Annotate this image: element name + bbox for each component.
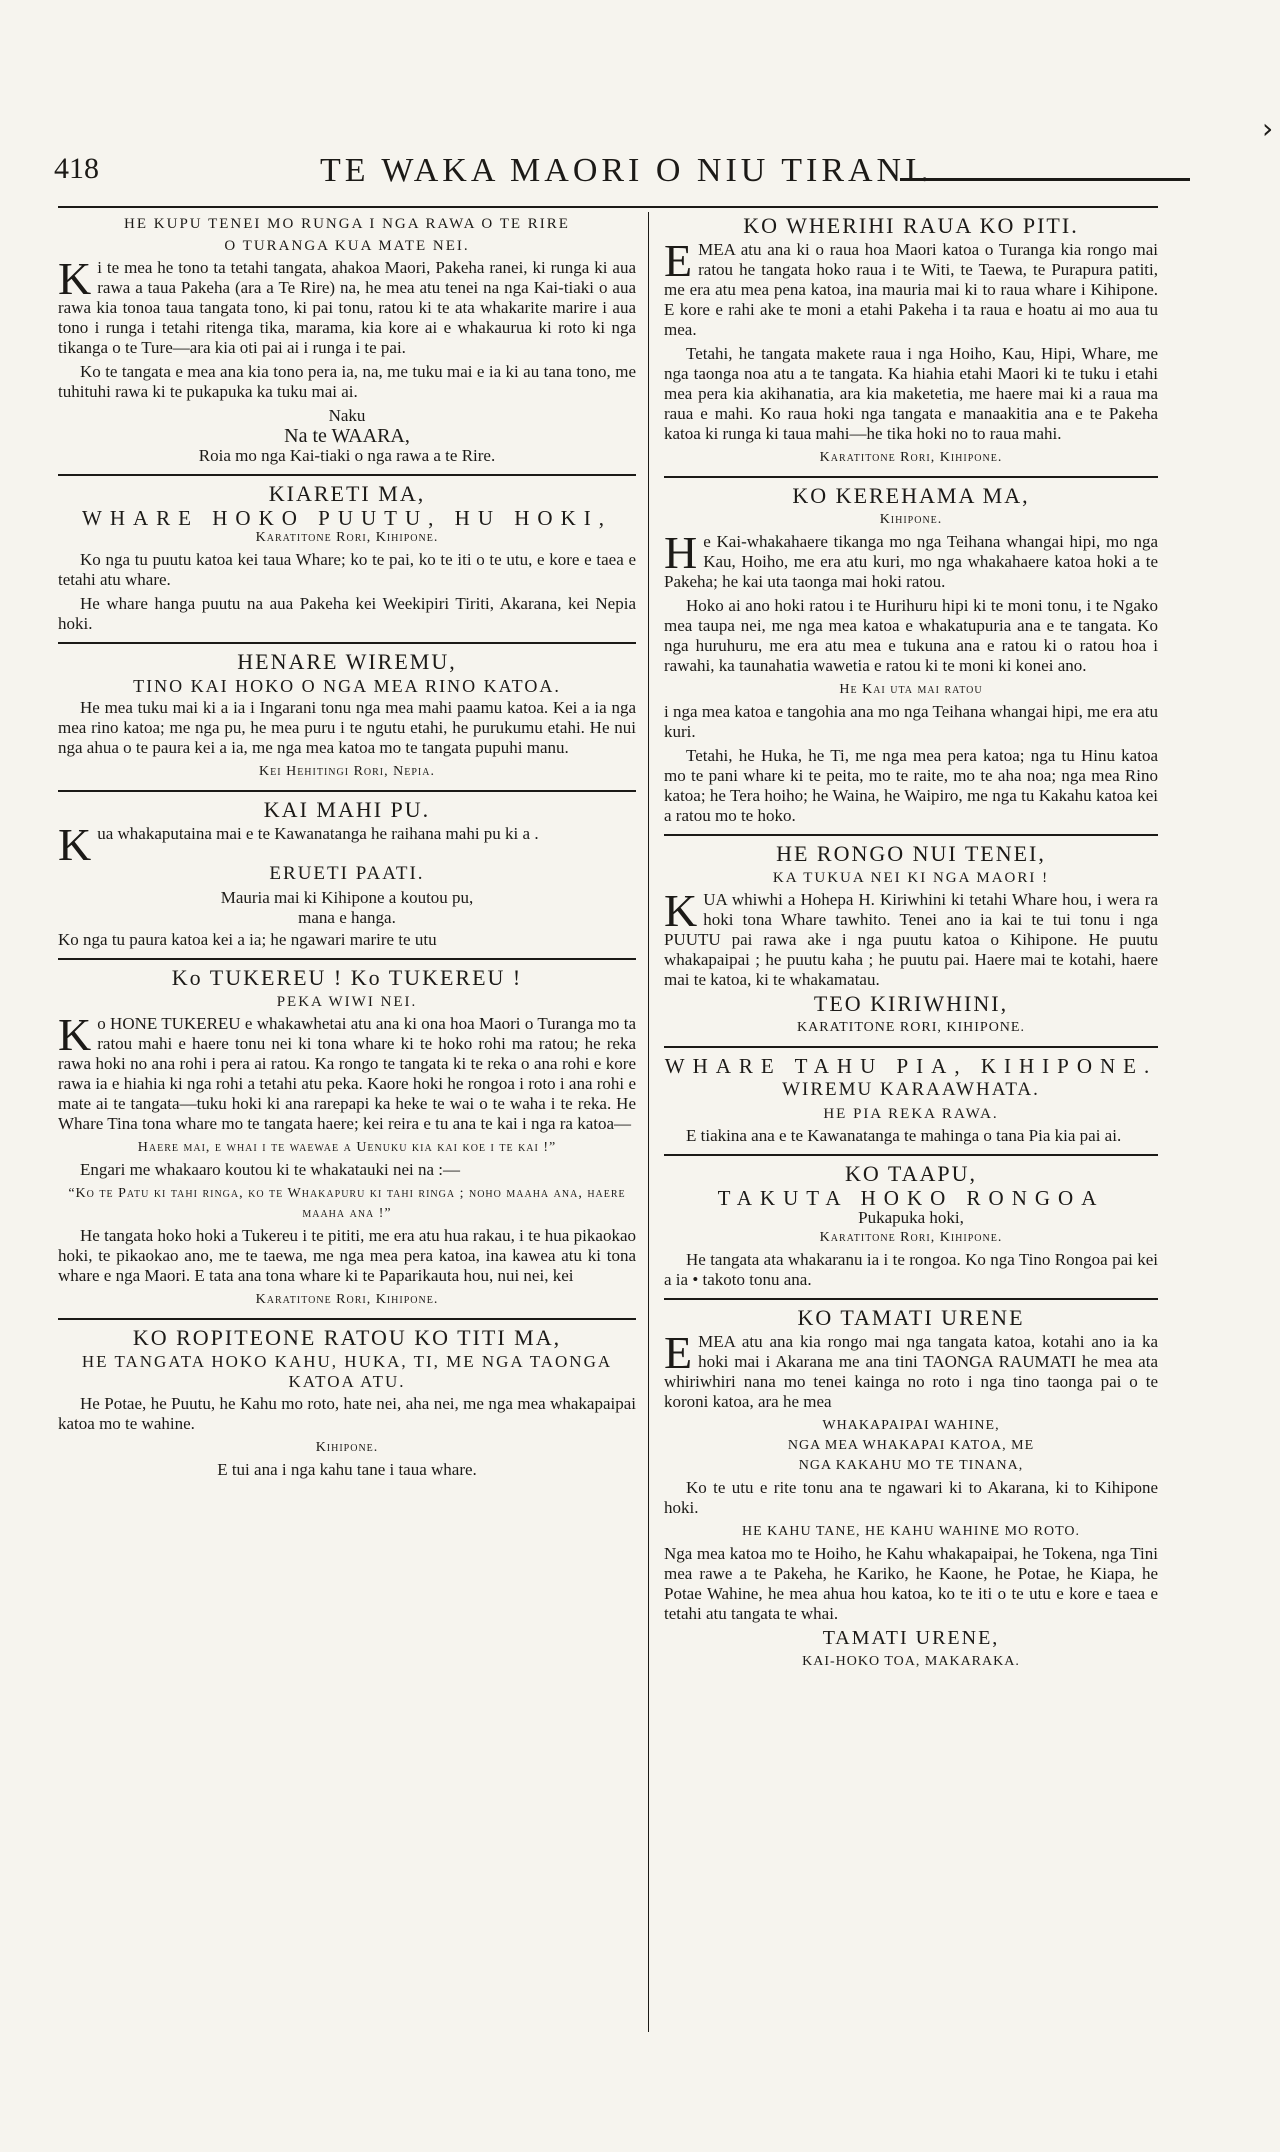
kiareti-body-2: He whare hanga puutu na aua Pakeha kei Weekipiri Tiriti, Akarana, kei Nepia hoki. (58, 594, 636, 633)
tukereu-body-1: Ko HONE TUKEREU e whakawhetai atu ana ki ona hoa Maori o Turanga mo ta ratou mahi e haere tonu nei ki tona whare ki te hoko rohi ma ratou; he reka rawa hoki no ana rohi i pera ai ratou. Ka rongo te tangata ki te reka o ana rohi e kore rawa ia e hiahia ki nga rohi a tetahi atu peka. Kaore hoki he rongoa i roto i ana rohi e mate ai te tangata—tuku hoki ki ana rarepapi ka heke te wai o te waha i te reka. He Whare Tina tona whare mo te tangata haere; kei reira e tu ana te kai i nga ra katoa— (58, 1009, 636, 1133)
ad-henare (58, 649, 636, 782)
tamati-head-4: HE KAHU TANE, HE KAHU WAHINE MO ROTO. (741, 1524, 1081, 1539)
kupu-sig-naku: Naku (328, 406, 366, 425)
kupu-title: HE KUPU TENEI MO RUNGA I NGA RAWA O TE RIRE (124, 216, 570, 232)
ad-karaawhata (664, 1056, 1158, 1146)
kerehama-subhead: He Kai uta mai ratou (839, 682, 983, 697)
kerehama-title: KO KEREHAMA MA, (792, 483, 1030, 508)
tukereu-quote-2: “Ko te Patu ki tahi ringa, ko te Whakapuru ki tahi ringa ; noho maaha ana, haere maaha ana !” (68, 1186, 626, 1221)
kerehama-place: Kihipone. (879, 512, 943, 527)
rule (58, 958, 636, 960)
erueti-title: ERUETI PAATI. (269, 863, 425, 884)
tukereu-address: Karatitone Rori, Kihipone. (255, 1292, 439, 1307)
ad-ropiteone (58, 1325, 636, 1480)
ad-rongo-nui (664, 841, 1158, 1038)
kupu-body-1: Ki te mea he tono ta tetahi tangata, ahakoa Maori, Pakeha ranei, ki runga ki aua rawa a taua Pakeha (ara a Te Rire) na, he mea atu tenei na nga Kai-tiaki o aua rawa kia tonoa taua tangata tono, ki pai tonu, ratou ki te ata whakarite marire i aua tono i runga i tetahi ritenga tika, marama, kia kore ai e whakauruа ki roto ki nga tikanga o te Ture—ara kia oti pai ai i runga i te pai. (58, 253, 636, 357)
tamati-signature: TAMATI URENE, (822, 1627, 1000, 1649)
kupu-sig-role: Roia mo nga Kai-tiaki o nga rawa a te Rire. (198, 446, 496, 465)
tukereu-quote-1: Haere mai, e whai i te waewae a Uenuku kia kai koe i te kai !” (137, 1140, 557, 1155)
rule (664, 1298, 1158, 1300)
karaawhata-subtitle: HE PIA REKA RAWA. (823, 1106, 999, 1122)
kerehama-body-3: i nga mea katoa e tangohia ana mo nga Teihana whangai hipi, me era atu kuri. (664, 702, 1158, 741)
tukereu-title: Ko TUKEREU ! Ko TUKEREU ! (171, 965, 523, 990)
right-column (664, 212, 1158, 1678)
tamati-head-3: NGA KAKAHU MO TE TINANA, (798, 1458, 1024, 1473)
karaawhata-title: WHARE TAHU PIA, KIHIPONE. (664, 1054, 1158, 1078)
kiareti-title: KIARETI MA, (268, 481, 426, 506)
tukereu-body-2: Engari me whakaaro koutou ki te whakatauki nei na :— (80, 1160, 461, 1179)
kaimahi-title: KAI MAHI PU. (263, 797, 431, 822)
tukereu-subtitle: PEKA WIWI NEI. (276, 994, 418, 1010)
ad-kerehama (664, 483, 1158, 826)
henare-subtitle: TINO KAI HOKO O NGA MEA RINO KATOA. (133, 676, 561, 696)
ad-kiareti (58, 481, 636, 634)
rule (664, 1046, 1158, 1048)
henare-title: HENARE WIREMU, (237, 649, 457, 674)
erueti-body: Ko nga tu paura katoa kei a ia; he ngawari marire te utu (58, 930, 437, 949)
henare-body: He mea tuku mai ki a ia i Ingarani tonu nga mea mahi paamu katoa. Kei a ia nga mea rino katoa; me nga pu, he mea puru i te ngutu etahi, he purukumu etahi. He nui nga ahua o te paura kei a ia, me nga mea katoa mo te tangata pupuhi manu. (58, 698, 636, 757)
erueti-line-2: mana e hanga. (298, 908, 396, 927)
rule (664, 476, 1158, 478)
ad-tamati (664, 1305, 1158, 1672)
rule (58, 790, 636, 792)
kiareti-body-1: Ko nga tu puutu katoa kei taua Whare; ko te pai, ko te iti o te utu, e kore e taea e tetahi atu whare. (58, 550, 636, 589)
henare-address: Kei Hehitingi Rori, Nepia. (259, 764, 435, 779)
ad-taapu (664, 1161, 1158, 1290)
werihi-address: Karatitone Rori, Kihipone. (819, 450, 1003, 465)
erueti-line-1: Mauria mai ki Kihipone a koutou pu, (220, 888, 474, 907)
tamati-body-3: Nga mea katoa mo te Hoiho, he Kahu whakapaipai, he Tokena, nga Tini mea rawe a te Pakeha, he Kariko, he Kaone, he Potae, he Kiapa, he Potae Wahine, he mea ahua hou katoa, ko te iti o te utu e kore e taea e tetahi atu tangata te whai. (664, 1544, 1158, 1623)
ropiteone-body-2: E tui ana i nga kahu tane i taua whare. (217, 1460, 477, 1479)
kerehama-body-2: Hoko ai ano hoki ratou i te Hurihuru hipi ki te moni tonu, i te Ngako mea taupa nei, me nga mea katoa e whakatupuria ana e te tangata. Ko nga huruhuru, me era atu mea e tukuna ana e ratou ki o ratou hoa i rawahi, ka taunahatia wawetia e ratou ki te moni ki konei ano. (664, 596, 1158, 675)
left-column (58, 212, 636, 1486)
ad-werihi (664, 213, 1158, 468)
tamati-body-2: Ko te utu e rite tonu ana te ngawari ki to Akarana, ki to Kihipone hoki. (664, 1478, 1158, 1517)
kerehama-body-4: Tetahi, he Huka, he Ti, me nga mea pera katoa; nga tu Hinu katoa mo te pani whare ki te peita, mo te raite, mo te aha noa; nga mea Rino katoa; he Tera hoiho; he Waina, he Waipiro, me nga tu Kakahu katoa kei a ratou mo te hoko. (664, 746, 1158, 825)
kaimahi-body: Kua whakaputaina mai e te Kawanatanga he raihana mahi pu ki a . (58, 819, 539, 870)
masthead-title: TE WAKA MAORI O NIU TIRANI. (320, 152, 933, 189)
taapu-title: KO TAAPU, (845, 1161, 977, 1186)
rule (58, 1318, 636, 1320)
rongonui-title: HE RONGO NUI TENEI, (776, 841, 1046, 866)
taapu-body: He tangata ata whakaranu ia i te rongoa. Ko nga Tino Rongoa pai kei a ia • takoto tonu ana. (664, 1250, 1158, 1289)
ropiteone-title: KO ROPITEONE RATOU KO TITI MA, (132, 1325, 562, 1350)
werihi-body-2: Tetahi, he tangata makete raua i nga Hoiho, Kau, Hipi, Whare, me nga taonga noa atu a te tangata. Ka hiahia etahi Maori ki te tuku i etahi mea pera kia akihanatia, ara kia maketetia, me haere mai ki a raua ma raua e mahi. Ko raua hoki nga tangata e manaakitia ana e te Pakeha katoa ki runga ki taua mahi—he tika hoki no to raua mahi. (664, 344, 1158, 443)
ad-kai-mahi-pu (58, 797, 636, 950)
header-rule (58, 206, 1158, 208)
ropiteone-body-1: He Potae, he Puutu, he Kahu mo roto, hate nei, aha nei, me nga mea whakapaipai katoa mo te wahine. (58, 1394, 636, 1433)
tamati-title: KO TAMATI URENE (797, 1305, 1025, 1330)
taapu-subtitle: TAKUTA HOKO RONGOA (717, 1186, 1105, 1210)
rule (664, 1154, 1158, 1156)
rule (58, 642, 636, 644)
werihi-body-1: EMEA atu ana ki o raua hoa Maori katoa o Turanga kia rongo mai ratou he tangata hoko raua i te Witi, te Taewa, te Purapura patiti, me era atu mea pena katoa, ina mauria mai ki to raua whare i Kihipone. E kore e rahi ake te moni a etahi Pakeha i ta raua e hoatu ai mo aua tu mea. (664, 235, 1158, 339)
taapu-address: Karatitone Rori, Kihipone. (819, 1230, 1003, 1245)
kiriwhini-address: KARATITONE RORI, KIHIPONE. (797, 1020, 1025, 1035)
karaawhata-name: WIREMU KARAAWHATA. (782, 1079, 1040, 1100)
karaawhata-body: E tiakina ana e te Kawanatanga te mahinga o tana Pia kia pai ai. (686, 1126, 1122, 1145)
tamati-head-2: NGA MEA WHAKAPAI KATOA, ME (787, 1438, 1035, 1453)
rongonui-body: KUA whiwhi a Hohepa H. Kiriwhini ki tetahi Whare hou, i wera ra hoki tona Whare tawhito. Tenei ano ia kai te tui tonu i nga PUUTU pai rawa ake i nga puutu katoa o Kihipone. He puutu whakapaipai ; he puutu kaha ; he puutu pai. Haere mai te kotahi, haere mai te katoa, ki te whakamatau. (664, 885, 1158, 989)
rule (664, 834, 1158, 836)
werihi-title: KO WHERIHI RAUA KO PITI. (743, 213, 1079, 238)
ropiteone-address: Kihipone. (315, 1440, 379, 1455)
kupu-body-2: Ko te tangata e mea ana kia tono pera ia, na, me tuku mai e ia ki au tana tono, me tuhituhi rawa ki te pukapuka ka tuku mai ai. (58, 362, 636, 401)
rule (58, 474, 636, 476)
ropiteone-subtitle: HE TANGATA HOKO KAHU, HUKA, TI, ME NGA TAONGA KATOA ATU. (81, 1352, 613, 1391)
rongonui-subtitle: KA TUKUA NEI KI NGA MAORI ! (772, 870, 1050, 886)
ad-tukereu (58, 965, 636, 1310)
tamati-head-1: WHAKAPAIPAI WAHINE, (822, 1418, 1000, 1433)
kiareti-address: Karatitone Rori, Kihipone. (255, 530, 439, 545)
kerehama-body-1: He Kai-whakahaere tikanga mo nga Teihana whangai hipi, mo nga Kau, Hoiho, me era atu kuri, mo nga whakahaere katoa hoki a te Pakeha; he kai uta taonga mai hoki ratou. (664, 527, 1158, 591)
tamati-body-1: EMEA atu ana kia rongo mai nga tangata katoa, kotahi ano ia ka hoki mai i Akarana me ana tini TAONGA RAUMATI he mea ata whiriwhiri nana mo tenei kainga no roto i nga tino taonga pai o te koroni katoa, ara he mea (664, 1327, 1158, 1411)
kupu-sig-name: Na te WAARA, (284, 425, 410, 447)
notice-kupu (58, 214, 636, 466)
page-header (40, 152, 1160, 196)
tukereu-body-3: He tangata hoko hoki a Tukereu i te pititi, me era atu hua rakau, i te hua pikaokao hoki, te pikaokao ano, me te taewa, me nga mea pera katoa, ina kawea atu ki tona whare e nga Maori. E tata ana tona whare ki te Paparikauta hou, nui nei, kei (58, 1226, 636, 1285)
masthead-rule (900, 178, 1190, 181)
kiriwhini-title: TEO KIRIWHINI, (813, 991, 1009, 1016)
page-number: 418 (54, 152, 99, 185)
tamati-signature-role: KAI-HOKO TOA, MAKARAKA. (802, 1654, 1020, 1669)
column-divider (648, 212, 649, 2032)
taapu-line: Pukapuka hoki, (858, 1208, 964, 1227)
corner-arrow-icon: › (1262, 112, 1274, 145)
kiareti-subtitle: WHARE HOKO PUUTU, HU HOKI, (82, 506, 612, 530)
kupu-subtitle: O TURANGA KUA MATE NEI. (224, 238, 470, 254)
